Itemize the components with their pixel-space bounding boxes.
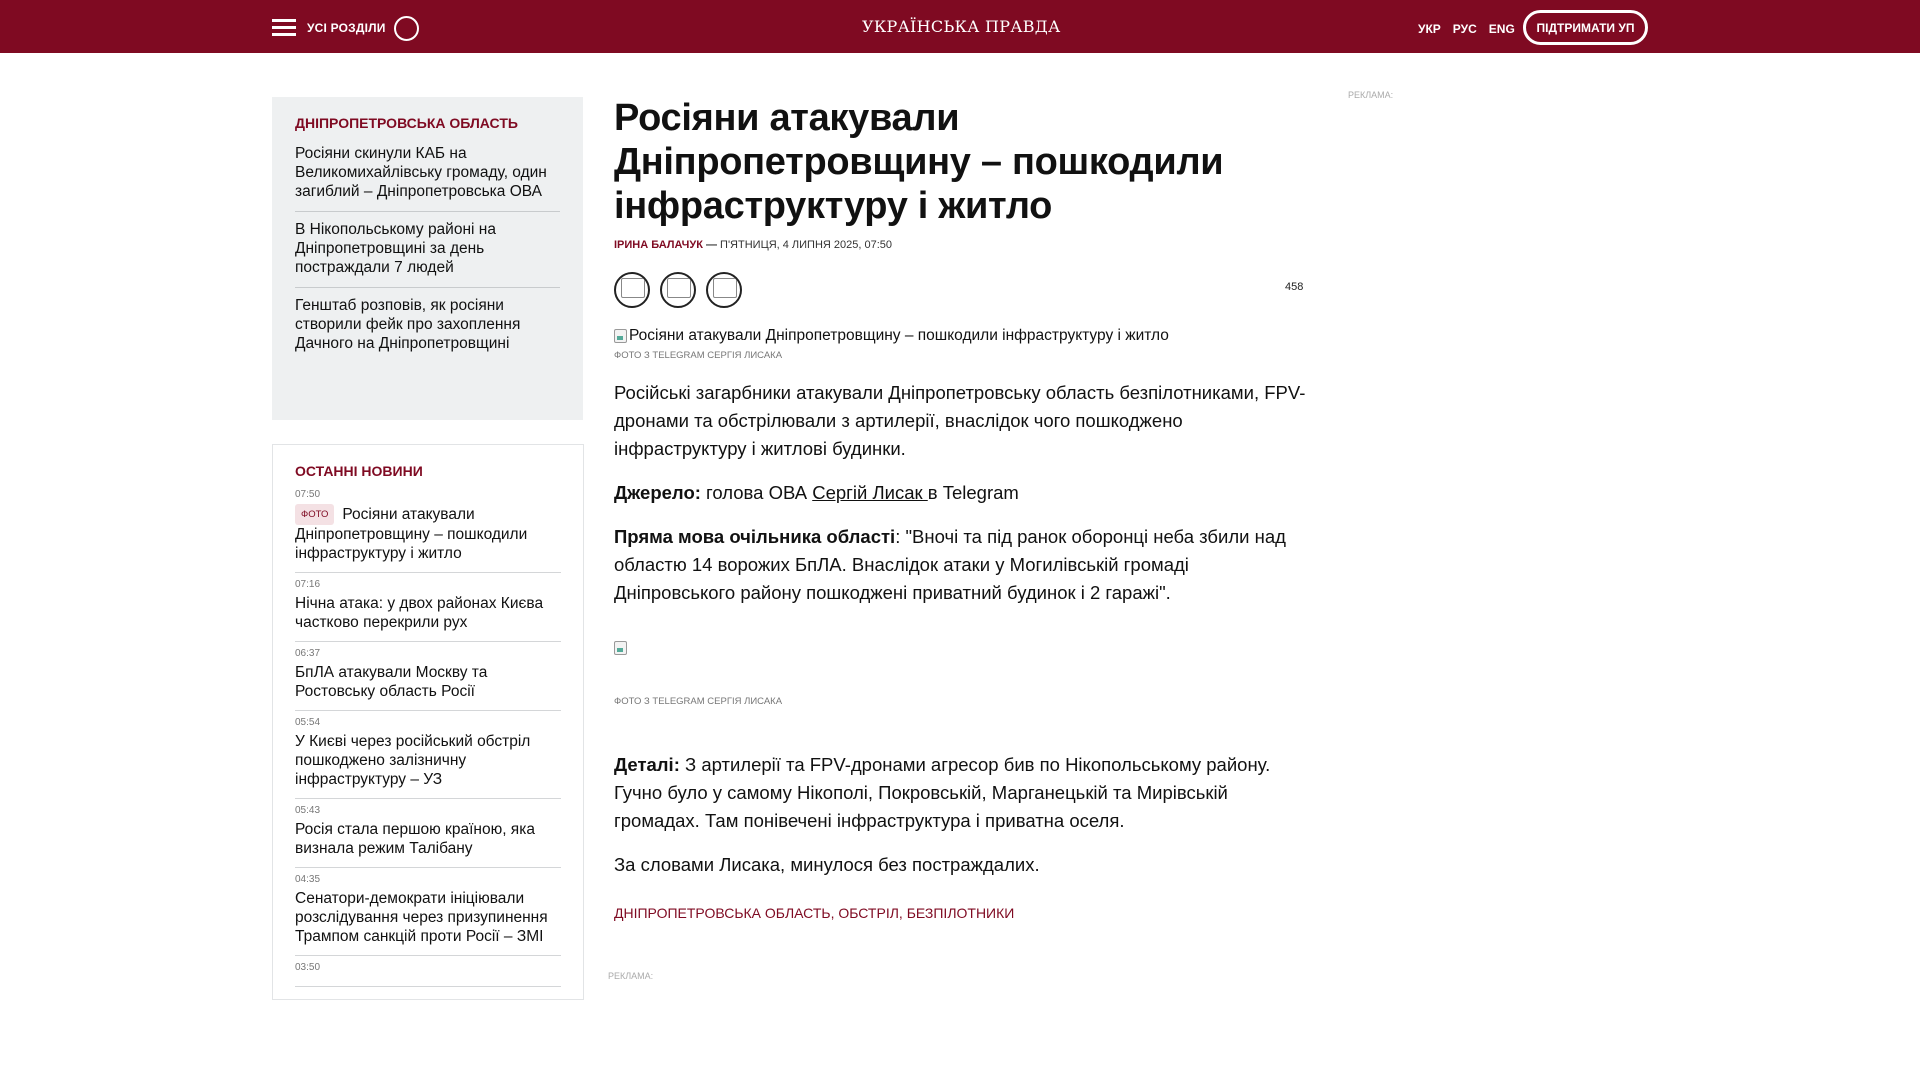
top-bar — [0, 0, 1920, 53]
closing-paragraph: За словами Лисака, минулося без постраждалих. — [614, 854, 1040, 875]
lang-eng-link[interactable]: ENG — [1488, 22, 1515, 36]
latest-news-block — [272, 444, 584, 1000]
news-title[interactable]: Нічна атака: у двох районах Києва частково перекрили рух — [295, 595, 544, 631]
list-item[interactable] — [295, 799, 561, 868]
news-title[interactable]: БпЛА атакували Москву та Ростовську область Росії — [295, 664, 488, 700]
list-item[interactable] — [295, 485, 561, 573]
broken-image-icon — [614, 329, 627, 343]
news-time: 03:50 — [295, 962, 321, 973]
list-item[interactable] — [295, 711, 561, 799]
main-image-caption: ФОТО З TELEGRAM СЕРГІЯ ЛИСАКА — [614, 350, 783, 361]
news-time: 05:43 — [295, 805, 321, 816]
region-news-block — [272, 97, 583, 420]
news-time: 06:37 — [295, 648, 321, 659]
article — [614, 96, 1306, 921]
latest-news-list — [295, 485, 561, 987]
news-title[interactable]: У Києві через російський обстріл пошкоджено залізничну інфраструктуру – УЗ — [295, 733, 531, 788]
source-paragraph — [614, 479, 1306, 507]
support-button[interactable]: ПІДТРИМАТИ УП — [1523, 10, 1648, 45]
source-text-end: в Telegram — [927, 482, 1019, 503]
region-news-list — [295, 144, 560, 363]
twitter-icon[interactable] — [660, 272, 696, 308]
photo-badge: ФОТО — [295, 504, 334, 525]
news-title-wrap[interactable] — [295, 504, 561, 563]
quote-paragraph — [614, 523, 1306, 607]
details-text: З артилерії та FPV-дронами агресор бив по Нікопольському району. Гучно було у самому Нікополі, Покровській, Марганецькій та Мирівській громадах. Там понівечені інфраструктура і приватна оселя. — [614, 754, 1271, 831]
telegram-icon[interactable] — [706, 272, 742, 308]
tag-separator: , — [898, 905, 907, 921]
byline — [614, 239, 1306, 251]
tag-separator: , — [830, 905, 839, 921]
list-item[interactable] — [295, 642, 561, 711]
news-time: 07:50 — [295, 489, 321, 500]
search-icon[interactable] — [394, 16, 419, 41]
main-image-alt: Росіяни атакували Дніпропетровщину – пошкодили інфраструктуру і житло — [629, 327, 1169, 344]
author-link[interactable]: ІРИНА БАЛАЧУК — [614, 239, 703, 251]
news-time: 04:35 — [295, 874, 321, 885]
article-title: Росіяни атакували Дніпропетровщину – пошкодили інфраструктуру і житло — [614, 97, 1224, 227]
region-news-item[interactable]: Генштаб розповів, як росіяни створили фейк про захоплення Дачного на Дніпропетровщині — [295, 297, 521, 352]
details-paragraph — [614, 751, 1306, 835]
broken-image-icon — [614, 641, 627, 655]
tag-link[interactable]: ОБСТРІЛ — [838, 905, 899, 921]
region-news-item[interactable]: В Нікопольському районі на Дніпропетровщині за день постраждали 7 людей — [295, 212, 560, 288]
facebook-icon[interactable] — [614, 272, 650, 308]
source-person-link[interactable]: Сергій Лисак — [812, 482, 928, 503]
news-title[interactable]: Росія стала першою країною, яка визнала режим Талібану — [295, 821, 535, 857]
lang-rus-link[interactable]: РУС — [1452, 22, 1477, 36]
news-time: 05:54 — [295, 717, 321, 728]
news-title[interactable]: Росіяни атакували Дніпропетровщину – пошкодили інфраструктуру і житло — [295, 506, 528, 562]
region-title[interactable]: ДНІПРОПЕТРОВСЬКА ОБЛАСТЬ — [295, 115, 518, 131]
site-logo[interactable]: УКРАЇНСЬКА ПРАВДА — [862, 17, 1061, 36]
news-time: 07:16 — [295, 579, 321, 590]
publish-date: П'ЯТНИЦЯ, 4 ЛИПНЯ 2025, 07:50 — [720, 239, 893, 251]
tag-link[interactable]: БЕЗПІЛОТНИКИ — [906, 905, 1015, 921]
hamburger-menu-icon[interactable] — [272, 19, 296, 37]
details-label: Деталі: — [614, 754, 680, 775]
byline-separator: — — [702, 239, 721, 251]
lang-ukr-link[interactable]: УКР — [1418, 22, 1441, 36]
inline-image — [614, 641, 1306, 660]
language-switcher — [1418, 22, 1515, 36]
list-item[interactable] — [295, 573, 561, 642]
region-news-item[interactable]: Росіяни скинули КАБ на Великомихайлівську громаду, один загиблий – Дніпропетровська ОВА — [295, 144, 560, 212]
quote-text: : "Вночі та під ранок оборонці неба збили над областю 14 ворожих БпЛА. Внаслідок атаки у Могилівській громаді Дніпровського району пошкоджені приватний будинок і 2 гаражі". — [614, 526, 1286, 603]
ad-label: РЕКЛАМА: — [608, 971, 654, 981]
main-image — [614, 327, 1306, 345]
tag-link[interactable]: ДНІПРОПЕТРОВСЬКА ОБЛАСТЬ — [614, 905, 831, 921]
list-item[interactable] — [295, 956, 561, 987]
views-count: 458 — [1285, 281, 1304, 293]
source-text: голова ОВА — [700, 482, 813, 503]
latest-news-title[interactable]: ОСТАННІ НОВИНИ — [295, 463, 423, 479]
list-item[interactable] — [295, 868, 561, 956]
ad-label: РЕКЛАМА: — [1348, 90, 1394, 100]
source-label: Джерело: — [614, 482, 701, 503]
news-title[interactable]: Сенатори-демократи ініціювали розслідування через призупинення Трампом санкцій проти Росії – ЗМІ — [295, 890, 548, 945]
inline-image-caption: ФОТО З TELEGRAM СЕРГІЯ ЛИСАКА — [614, 696, 783, 707]
all-sections-link[interactable]: УСІ РОЗДІЛИ — [307, 21, 386, 35]
share-row — [614, 272, 1306, 308]
article-lead: Російські загарбники атакували Дніпропетровську область безпілотниками, FPV-дронами та обстрілювали з артилерії, внаслідок чого пошкоджено інфраструктуру і житлові будинки. — [614, 382, 1306, 459]
quote-label: Пряма мова очільника області — [614, 526, 896, 547]
tags — [614, 905, 1306, 921]
